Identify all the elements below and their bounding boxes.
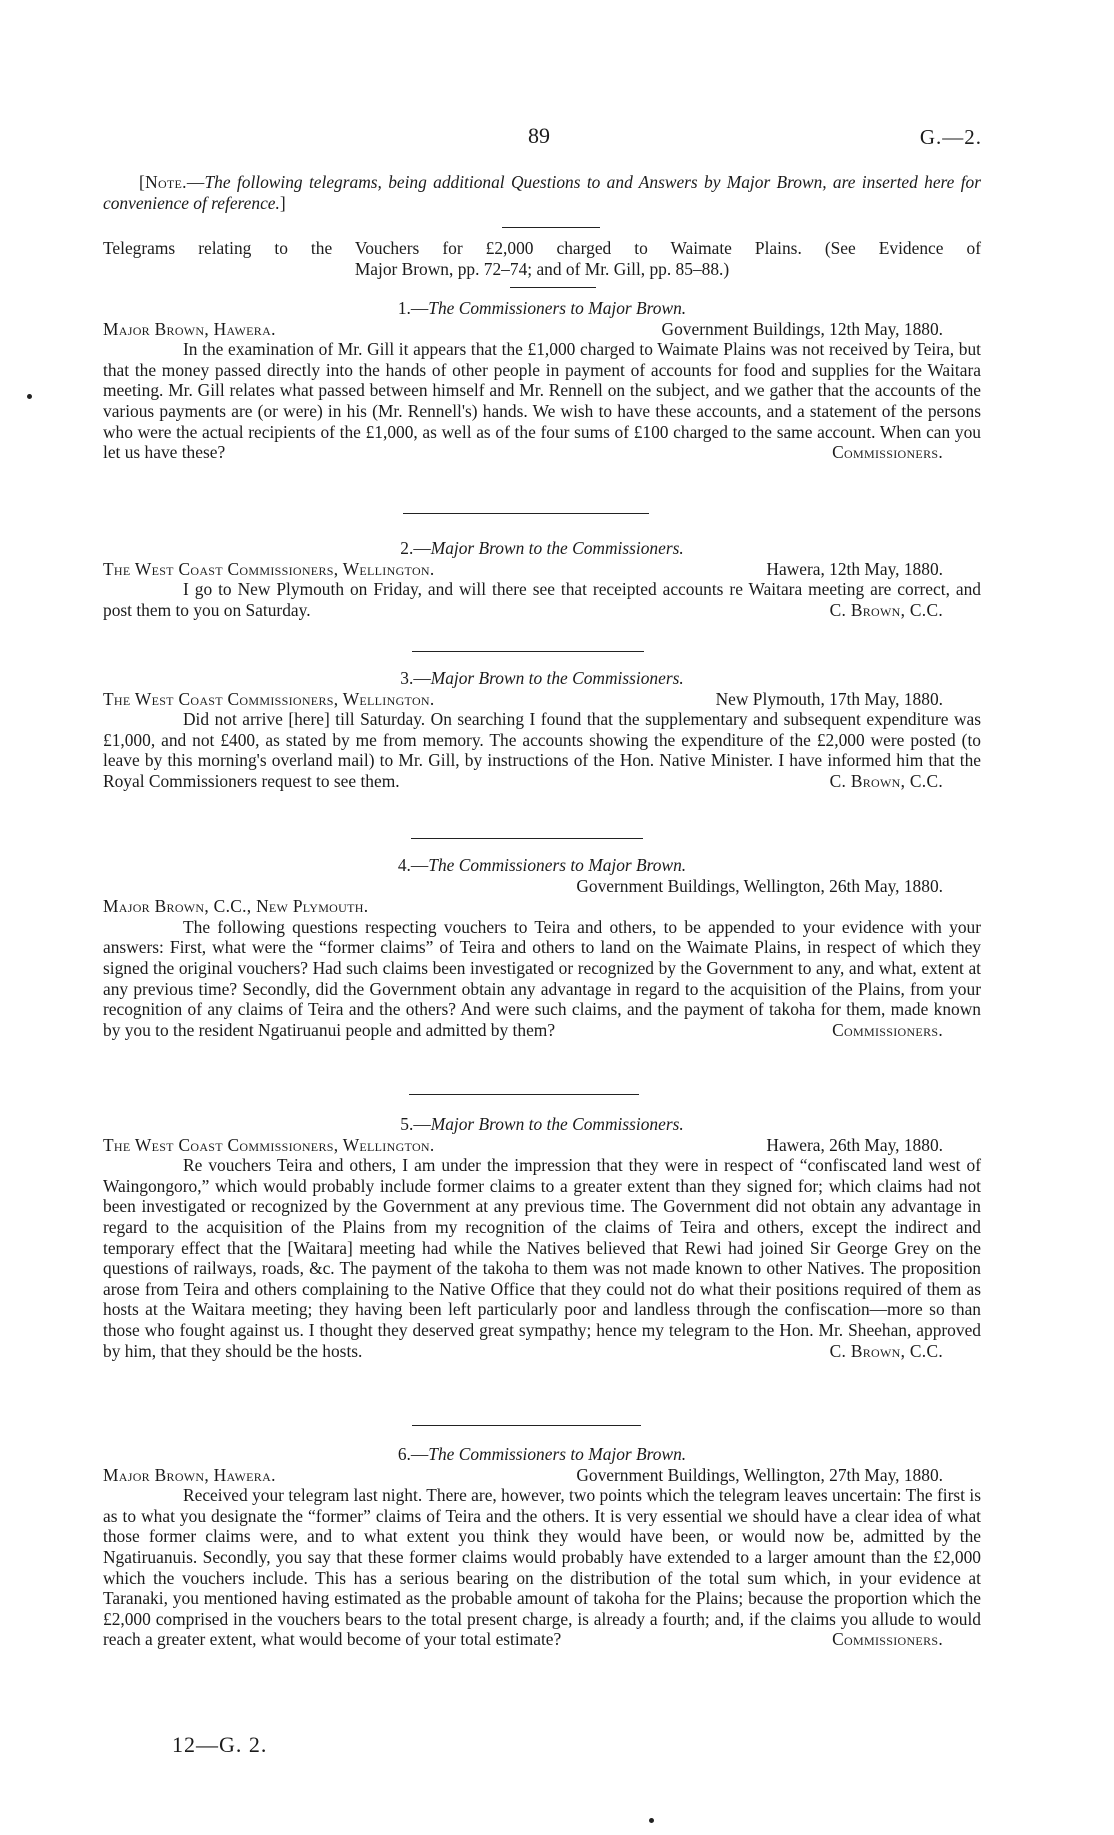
telegram-heading-number: 1.— — [397, 298, 429, 318]
signature-mark: 12—G. 2. — [172, 1732, 268, 1757]
print-speck — [27, 394, 32, 399]
telegram-heading-number: 4.— — [397, 855, 429, 875]
telegram-heading: Major Brown to the Commissioners. — [430, 538, 684, 558]
telegram-signature: Commissioners. — [832, 1019, 943, 1040]
telegram-place-date: Government Buildings, Wellington, 26th May, 1880. — [576, 875, 943, 896]
telegram-place-date: Government Buildings, Wellington, 27th May, 1880. — [576, 1464, 943, 1485]
divider — [403, 513, 649, 514]
divider — [510, 287, 596, 288]
telegram-6 — [103, 1444, 981, 1650]
telegram-body: Re vouchers Teira and others, I am under the impression that they were in respect of “confiscated land west of Waingongoro,” which would probably include former claims to a greater extent than they signed for; which claims had not been investigated or recognized by the Government at any previous time. The Government did not obtain any advantage in regard to the acquisition of the Plains from my recognition of the claims of Teira and others, except the indirect and temporary effect that the [Waitara] meeting had while the Natives believed that Rewi had joined Sir George Grey on the questions of railways, roads, &c. The payment of the takoha to them was not made known to other Natives. The proposition arose from Teira and others complaining to the Native Office that they could not do what their positions required of them as hosts at the Waitara meeting; they having been left particularly poor and landless through the confiscation—more so than those who fought against us. I thought they deserved great sympathy; hence my telegram to the Hon. Mr. Sheehan, approved by him, that they should be the hosts. — [103, 1155, 981, 1361]
page-number: 89 — [528, 123, 550, 148]
telegram-body: In the examination of Mr. Gill it appears that the £1,000 charged to Waimate Plains was not received by Teira, but that the money passed directly into the hands of other people in payment of accounts for food and supplies for the Waitara meeting. Mr. Gill relates what passed between himself and Mr. Rennell on the subject, and we gather that the accounts of the various payments are (or were) in his (Mr. Rennell's) hands. We wish to have these accounts, and a statement of the persons who were the actual recipients of the £1,000, as well as of the four sums of £100 charged to the same account. When can you let us have these? — [103, 339, 981, 463]
telegram-body: Did not arrive [here] till Saturday. On searching I found that the supplementary and subsequent expenditure was £1,000, and not £400, as stated by me from memory. The accounts showing the expenditure of the £2,000 were posted (to leave by this morning's overland mail) to Mr. Gill, by instructions of the Hon. Native Minister. I have informed him that the Royal Commissioners request to see them. — [103, 709, 981, 791]
note-lead: [Note.— — [139, 172, 205, 192]
telegram-addressee: The West Coast Commissioners, Wellington. — [103, 688, 435, 709]
telegram-3 — [103, 668, 981, 792]
telegram-heading: Major Brown to the Commissioners. — [430, 1114, 684, 1134]
telegram-addressee: Major Brown, C.C., New Plymouth. — [103, 896, 369, 917]
divider — [411, 838, 643, 839]
editorial-note — [103, 172, 981, 213]
telegram-body: The following questions respecting vouchers to Teira and others, to be appended to your evidence with your answers: First, what were the “former claims” of Teira and others to land on the Waimate Plains, in respect of which they signed the original vouchers? Had such claims been investigated or recognized by the Government to any, and what, extent at any previous time? Secondly, did the Government obtain any advantage in regard to the acquisition of the Plains, from your recognition of any claims of Teira and the others? And were such claims, and the payment of takoha for them, made known by you to the resident Ngatiruanui people and admitted by them? — [103, 916, 981, 1040]
telegram-signature: C. Brown, C.C. — [829, 1340, 943, 1361]
divider — [409, 1094, 639, 1095]
telegram-body: I go to New Plymouth on Friday, and will there see that receipted accounts re Waitara meeting are correct, and post them to you on Saturday. — [103, 579, 981, 620]
divider — [412, 1425, 641, 1426]
telegram-signature: Commissioners. — [832, 442, 943, 463]
title-line-1: Telegrams relating to the Vouchers for £2,000 charged to Waimate Plains. (See Evidence of — [103, 238, 981, 258]
telegram-place-date: Government Buildings, 12th May, 1880. — [661, 318, 943, 339]
document-code: G.—2. — [919, 125, 982, 149]
telegram-signature: Commissioners. — [832, 1629, 943, 1650]
telegram-heading: Major Brown to the Commissioners. — [430, 668, 684, 688]
telegram-heading: The Commissioners to Major Brown. — [428, 855, 687, 875]
telegram-heading: The Commissioners to Major Brown. — [428, 298, 687, 318]
telegram-5 — [103, 1114, 981, 1361]
telegram-heading: The Commissioners to Major Brown. — [428, 1444, 687, 1464]
telegram-body: Received your telegram last night. There are, however, two points which the telegram leaves uncertain: The first is as to what you designate the “former” claims of Teira and the others. It is very essential we should have a clear idea of what those former claims were, and to what extent you think they would have been, or would now be, admitted by the Ngatiruanuis. Secondly, you say that these former claims would probably have extended to a larger amount than the £2,000 which the vouchers include. This has a serious bearing on the distribution of the total sum which, in your evidence at Taranaki, you mentioned having estimated as the probable amount of takoha for the Plains; because the proportion which the £2,000 comprised in the vouchers bears to the total present charge, is already a fourth; and, if the claims you allude to would reach a greater extent, what would become of your total estimate? — [103, 1485, 981, 1650]
telegram-place-date: New Plymouth, 17th May, 1880. — [715, 688, 943, 709]
telegram-addressee: The West Coast Commissioners, Wellington. — [103, 1134, 435, 1155]
print-speck — [649, 1818, 654, 1823]
telegram-place-date: Hawera, 12th May, 1880. — [766, 558, 943, 579]
document-title — [103, 238, 981, 279]
telegram-heading-number: 3.— — [400, 668, 431, 688]
note-close: ] — [279, 192, 286, 213]
telegram-4 — [103, 855, 981, 1040]
telegram-heading-number: 2.— — [400, 538, 431, 558]
divider — [502, 227, 600, 228]
title-line-2: Major Brown, pp. 72–74; and of Mr. Gill, pp. 85–88.) — [354, 258, 730, 279]
telegram-addressee: Major Brown, Hawera. — [103, 1464, 276, 1485]
telegram-heading-number: 6.— — [397, 1444, 429, 1464]
divider — [412, 651, 644, 652]
telegram-heading-number: 5.— — [400, 1114, 431, 1134]
telegram-addressee: The West Coast Commissioners, Wellington. — [103, 558, 435, 579]
telegram-1 — [103, 298, 981, 463]
telegram-signature: C. Brown, C.C. — [829, 599, 943, 620]
note-body: The following telegrams, being additional Questions to and Answers by Major Brown, are inserted here for convenience of reference. — [103, 172, 981, 213]
telegram-2 — [103, 538, 981, 620]
telegram-signature: C. Brown, C.C. — [829, 770, 943, 791]
telegram-addressee: Major Brown, Hawera. — [103, 318, 276, 339]
telegram-place-date: Hawera, 26th May, 1880. — [766, 1134, 943, 1155]
